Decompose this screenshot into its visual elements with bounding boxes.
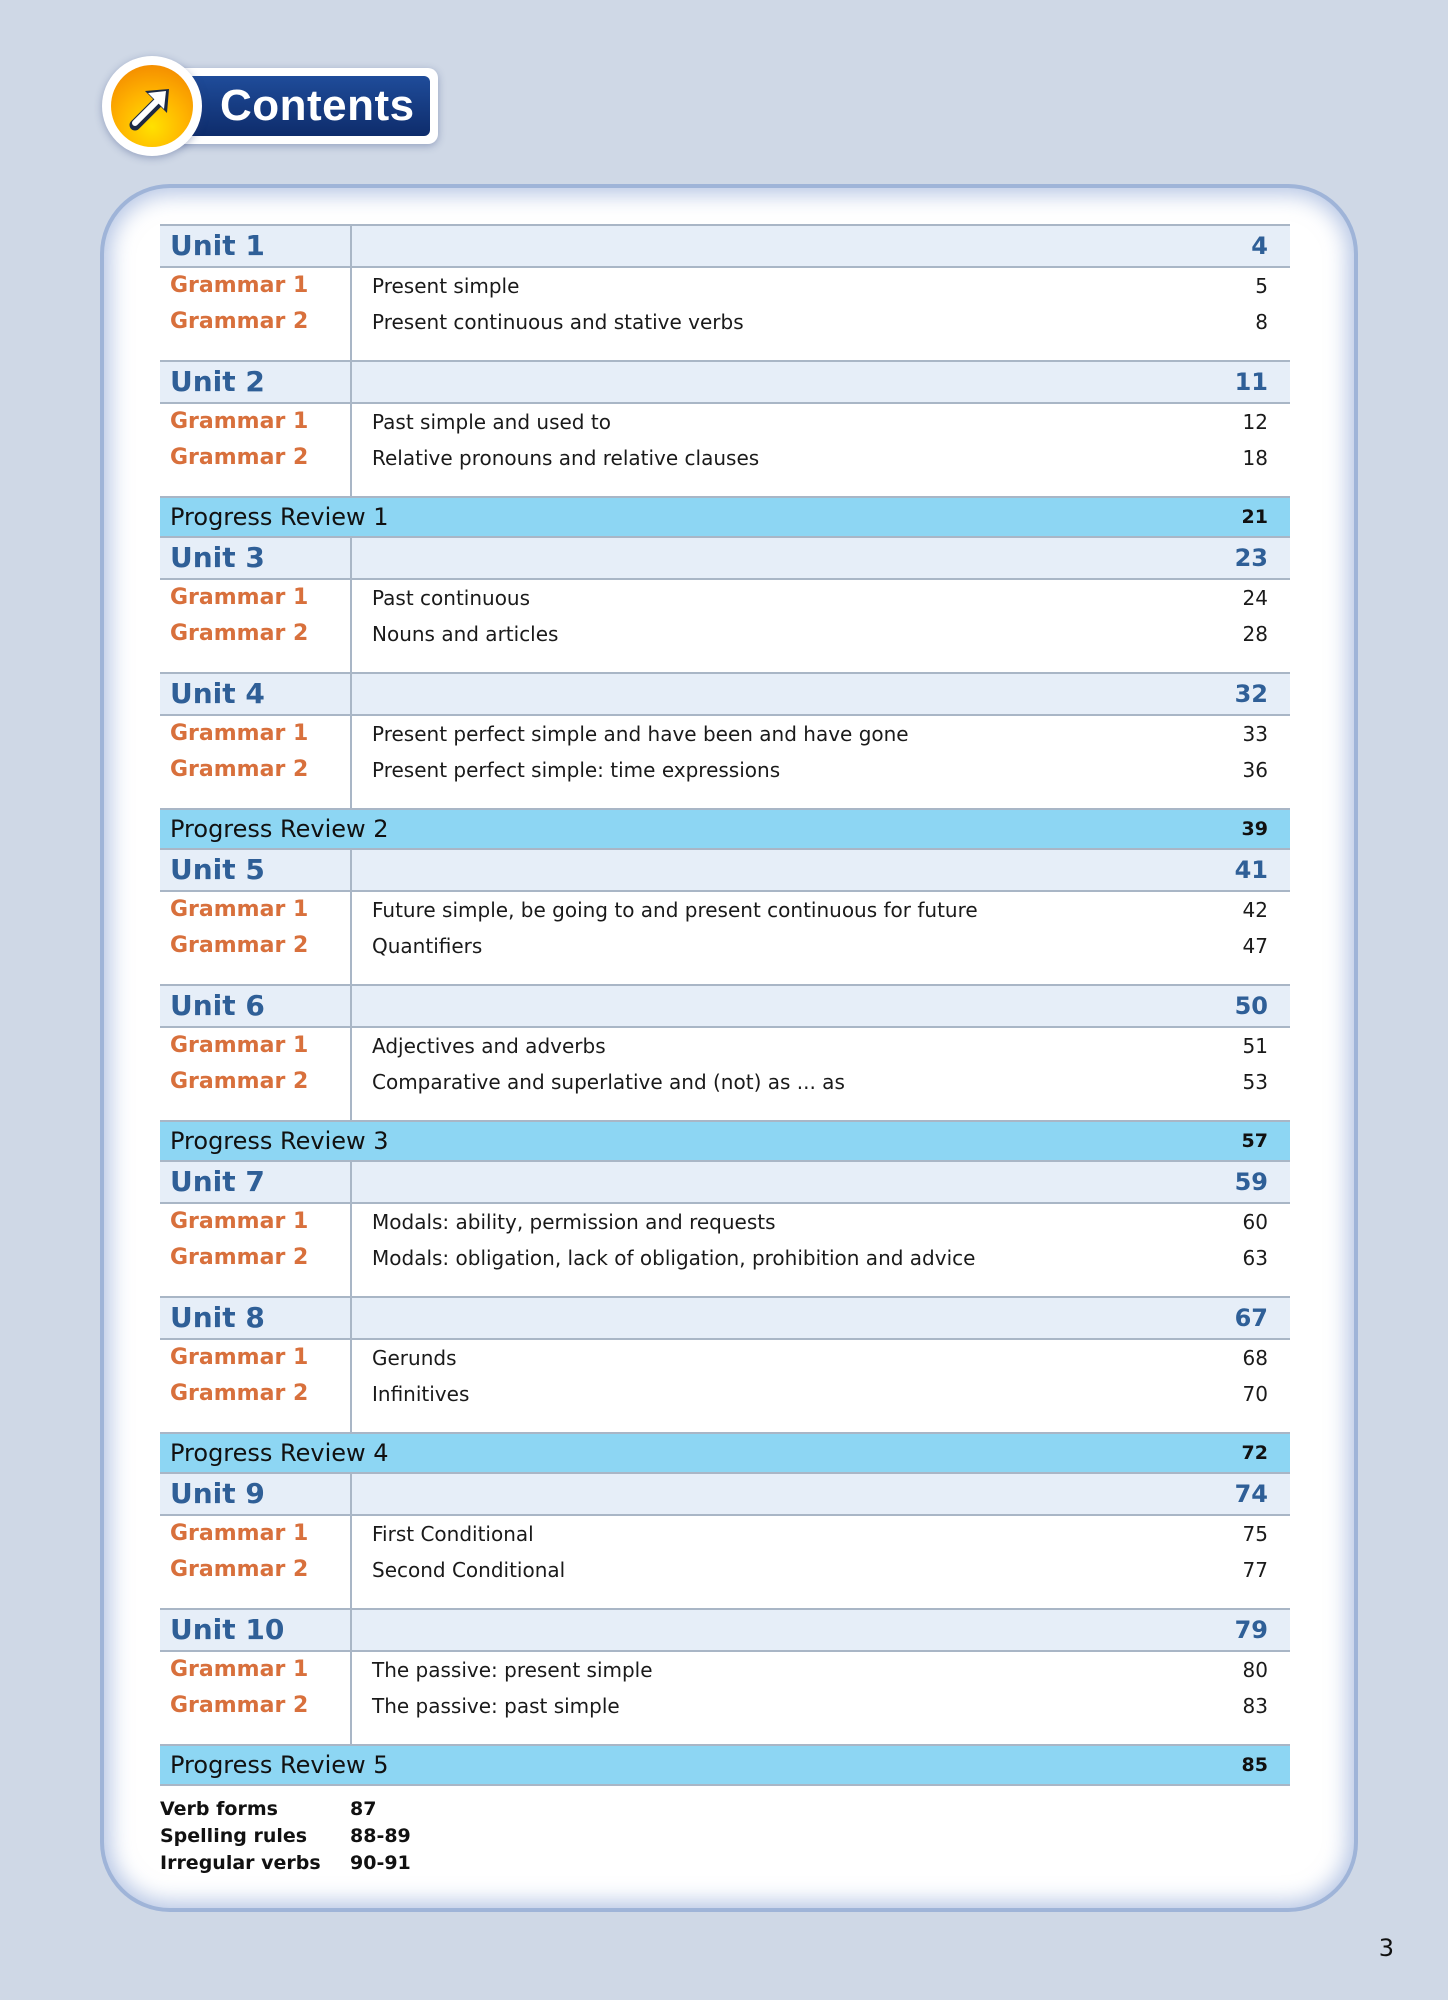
list-item[interactable]: [160, 1552, 1290, 1588]
unit-header-6[interactable]: [160, 984, 1290, 1028]
grammar-label: Grammar 1: [170, 721, 309, 746]
grammar-label: Grammar 1: [170, 1345, 309, 1370]
list-item[interactable]: [160, 1340, 1290, 1376]
grammar-label: Grammar 2: [170, 1381, 309, 1406]
grammar-label: Grammar 2: [170, 1693, 309, 1718]
unit-header-7[interactable]: [160, 1162, 1290, 1204]
unit-page: 11: [1234, 368, 1268, 396]
grammar-block-5: [160, 892, 1290, 984]
grammar-page: 5: [1255, 274, 1268, 298]
unit-header-8[interactable]: [160, 1296, 1290, 1340]
grammar-page: 8: [1255, 310, 1268, 334]
list-item[interactable]: [160, 1204, 1290, 1240]
unit-title: Unit 5: [170, 853, 265, 886]
grammar-page: 42: [1242, 898, 1268, 922]
unit-title: Unit 10: [170, 1613, 285, 1646]
list-item[interactable]: [160, 1376, 1290, 1412]
grammar-label: Grammar 2: [170, 1069, 309, 1094]
unit-title: Unit 4: [170, 677, 265, 710]
grammar-topic: Past continuous: [372, 586, 531, 610]
grammar-page: 47: [1242, 934, 1268, 958]
appendix-item[interactable]: [160, 1850, 560, 1877]
list-item[interactable]: [160, 1688, 1290, 1724]
grammar-block-4: [160, 716, 1290, 808]
grammar-label: Grammar 2: [170, 1557, 309, 1582]
list-item[interactable]: [160, 716, 1290, 752]
unit-title: Unit 2: [170, 365, 265, 398]
grammar-topic: Adjectives and adverbs: [372, 1034, 606, 1058]
list-item[interactable]: [160, 580, 1290, 616]
grammar-topic: The passive: past simple: [372, 1694, 620, 1718]
unit-title: Unit 9: [170, 1477, 265, 1510]
appendix-page: 88-89: [350, 1825, 411, 1847]
unit-header-5[interactable]: [160, 850, 1290, 892]
review-page: 21: [1241, 506, 1268, 528]
unit-page: 41: [1234, 856, 1268, 884]
appendix-list: [160, 1796, 560, 1877]
list-item[interactable]: [160, 268, 1290, 304]
arrow-up-right-icon: [125, 79, 179, 133]
grammar-block-6: [160, 1028, 1290, 1120]
list-item[interactable]: [160, 616, 1290, 652]
appendix-label: Verb forms: [160, 1798, 278, 1820]
review-title: Progress Review 4: [170, 1439, 389, 1467]
grammar-topic: Present simple: [372, 274, 520, 298]
review-title: Progress Review 3: [170, 1127, 389, 1155]
grammar-topic: Present continuous and stative verbs: [372, 310, 744, 334]
grammar-label: Grammar 1: [170, 1033, 309, 1058]
badge-circle: [102, 56, 202, 156]
grammar-topic: Quantifiers: [372, 934, 483, 958]
grammar-label: Grammar 2: [170, 933, 309, 958]
unit-title: Unit 3: [170, 541, 265, 574]
progress-review-5[interactable]: [160, 1744, 1290, 1786]
list-item[interactable]: [160, 440, 1290, 476]
list-item[interactable]: [160, 404, 1290, 440]
unit-header-10[interactable]: [160, 1608, 1290, 1652]
grammar-topic: Present perfect simple: time expressions: [372, 758, 781, 782]
contents-title-bar: [172, 68, 438, 144]
list-item[interactable]: [160, 1028, 1290, 1064]
grammar-page: 24: [1242, 586, 1268, 610]
grammar-page: 63: [1242, 1246, 1268, 1270]
unit-page: 50: [1234, 992, 1268, 1020]
unit-title: Unit 7: [170, 1165, 265, 1198]
grammar-topic: Infinitives: [372, 1382, 470, 1406]
grammar-block-8: [160, 1340, 1290, 1432]
grammar-topic: The passive: present simple: [372, 1658, 653, 1682]
review-page: 57: [1241, 1130, 1268, 1152]
page-title: Contents: [220, 81, 415, 130]
grammar-topic: Past simple and used to: [372, 410, 611, 434]
grammar-page: 68: [1242, 1346, 1268, 1370]
grammar-topic: First Conditional: [372, 1522, 534, 1546]
grammar-page: 51: [1242, 1034, 1268, 1058]
progress-review-2[interactable]: [160, 808, 1290, 850]
grammar-topic: Nouns and articles: [372, 622, 559, 646]
appendix-label: Irregular verbs: [160, 1852, 321, 1874]
unit-page: 23: [1234, 544, 1268, 572]
list-item[interactable]: [160, 1240, 1290, 1276]
unit-header-4[interactable]: [160, 672, 1290, 716]
grammar-label: Grammar 1: [170, 585, 309, 610]
progress-review-4[interactable]: [160, 1432, 1290, 1474]
list-item[interactable]: [160, 928, 1290, 964]
grammar-label: Grammar 2: [170, 445, 309, 470]
review-title: Progress Review 5: [170, 1751, 389, 1779]
grammar-topic: Comparative and superlative and (not) as ... as: [372, 1070, 845, 1094]
grammar-topic: Modals: ability, permission and requests: [372, 1210, 776, 1234]
grammar-label: Grammar 1: [170, 273, 309, 298]
grammar-page: 33: [1242, 722, 1268, 746]
grammar-topic: Second Conditional: [372, 1558, 566, 1582]
unit-header-3[interactable]: [160, 538, 1290, 580]
unit-page: 59: [1234, 1168, 1268, 1196]
grammar-block-7: [160, 1204, 1290, 1296]
grammar-page: 28: [1242, 622, 1268, 646]
review-page: 72: [1241, 1442, 1268, 1464]
grammar-label: Grammar 2: [170, 621, 309, 646]
grammar-label: Grammar 1: [170, 1209, 309, 1234]
table-of-contents: [160, 224, 1290, 1786]
unit-page: 4: [1251, 232, 1268, 260]
grammar-label: Grammar 2: [170, 1245, 309, 1270]
grammar-label: Grammar 1: [170, 897, 309, 922]
grammar-block-10: [160, 1652, 1290, 1744]
grammar-block-3: [160, 580, 1290, 672]
grammar-label: Grammar 1: [170, 409, 309, 434]
unit-page: 32: [1234, 680, 1268, 708]
grammar-page: 80: [1242, 1658, 1268, 1682]
grammar-topic: Future simple, be going to and present continuous for future: [372, 898, 978, 922]
review-title: Progress Review 1: [170, 503, 389, 531]
grammar-label: Grammar 1: [170, 1657, 309, 1682]
list-item[interactable]: [160, 892, 1290, 928]
grammar-topic: Relative pronouns and relative clauses: [372, 446, 760, 470]
unit-title: Unit 8: [170, 1301, 265, 1334]
unit-header-2[interactable]: [160, 360, 1290, 404]
grammar-page: 18: [1242, 446, 1268, 470]
grammar-label: Grammar 2: [170, 309, 309, 334]
list-item[interactable]: [160, 1064, 1290, 1100]
grammar-page: 12: [1242, 410, 1268, 434]
list-item[interactable]: [160, 304, 1290, 340]
unit-title: Unit 1: [170, 229, 265, 262]
grammar-page: 70: [1242, 1382, 1268, 1406]
progress-review-1[interactable]: [160, 496, 1290, 538]
unit-title: Unit 6: [170, 989, 265, 1022]
grammar-page: 53: [1242, 1070, 1268, 1094]
contents-badge: [102, 56, 438, 156]
grammar-topic: Gerunds: [372, 1346, 457, 1370]
appendix-item[interactable]: [160, 1796, 560, 1823]
unit-header-9[interactable]: [160, 1474, 1290, 1516]
grammar-block-9: [160, 1516, 1290, 1608]
grammar-page: 60: [1242, 1210, 1268, 1234]
appendix-page: 87: [350, 1798, 377, 1820]
review-title: Progress Review 2: [170, 815, 389, 843]
unit-header-1[interactable]: [160, 224, 1290, 268]
review-page: 85: [1241, 1754, 1268, 1776]
grammar-page: 83: [1242, 1694, 1268, 1718]
list-item[interactable]: [160, 1652, 1290, 1688]
grammar-block-1: [160, 268, 1290, 360]
grammar-label: Grammar 1: [170, 1521, 309, 1546]
grammar-page: 36: [1242, 758, 1268, 782]
list-item[interactable]: [160, 752, 1290, 788]
page-number: 3: [1378, 1934, 1394, 1962]
appendix-item[interactable]: [160, 1823, 560, 1850]
appendix-page: 90-91: [350, 1852, 411, 1874]
unit-page: 74: [1234, 1480, 1268, 1508]
unit-page: 67: [1234, 1304, 1268, 1332]
grammar-topic: Modals: obligation, lack of obligation, prohibition and advice: [372, 1246, 976, 1270]
review-page: 39: [1241, 818, 1268, 840]
grammar-block-2: [160, 404, 1290, 496]
grammar-page: 77: [1242, 1558, 1268, 1582]
grammar-label: Grammar 2: [170, 757, 309, 782]
appendix-label: Spelling rules: [160, 1825, 308, 1847]
list-item[interactable]: [160, 1516, 1290, 1552]
unit-page: 79: [1234, 1616, 1268, 1644]
grammar-page: 75: [1242, 1522, 1268, 1546]
progress-review-3[interactable]: [160, 1120, 1290, 1162]
grammar-topic: Present perfect simple and have been and have gone: [372, 722, 909, 746]
